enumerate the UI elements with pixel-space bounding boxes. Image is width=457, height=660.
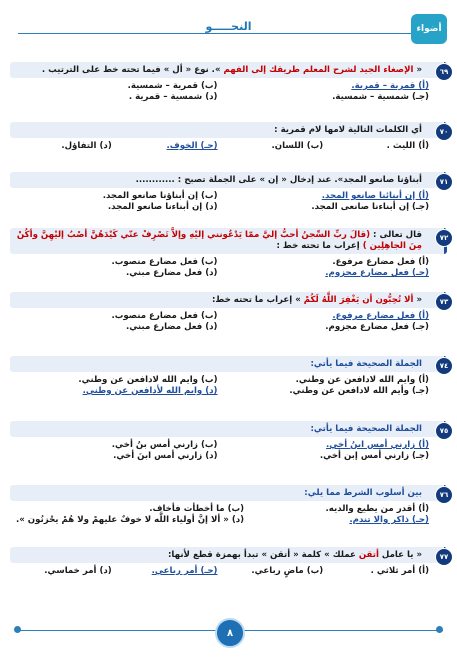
answer-option[interactable]: (أ) أقدر من يطيع والديه. bbox=[325, 504, 429, 514]
answer-options bbox=[10, 437, 447, 461]
answer-option[interactable]: (د) التفاؤل. bbox=[61, 141, 112, 151]
question-number-badge: ٦٩ bbox=[435, 63, 453, 81]
answer-option[interactable]: (ب) ماضٍ رباعي. bbox=[251, 566, 324, 576]
question-block bbox=[10, 122, 447, 151]
page-number: ٨ bbox=[215, 618, 245, 648]
question-text bbox=[42, 65, 422, 75]
question-header bbox=[10, 62, 447, 78]
question-block bbox=[10, 421, 447, 461]
question-header bbox=[10, 292, 447, 308]
answer-option-correct[interactable]: (جـ) فعل مضارع مجزوم. bbox=[325, 268, 429, 278]
question-text bbox=[310, 359, 422, 369]
question-number-badge: ٧١ bbox=[435, 173, 453, 191]
answer-option[interactable]: (د) فعل مضارع مبني. bbox=[125, 322, 218, 332]
answer-options bbox=[10, 254, 447, 278]
question-text-segment: « bbox=[413, 295, 422, 305]
answer-option[interactable]: (أ) أمر ثلاثي . bbox=[370, 566, 429, 576]
answer-options bbox=[10, 563, 447, 576]
answer-option[interactable]: (أ) وايم الله لادافعن عن وطني. bbox=[295, 375, 429, 385]
answer-option[interactable]: (أ) الليث . bbox=[386, 141, 429, 151]
question-text-segment: ». نوع « أل » فيما تحته خط على الترتيب . bbox=[41, 65, 224, 75]
question-block bbox=[10, 547, 447, 576]
answer-option[interactable]: (جـ) فعل مضارع مجزوم. bbox=[325, 322, 429, 332]
question-header bbox=[10, 172, 447, 188]
footer-dot-right bbox=[436, 626, 443, 633]
question-number-badge: ٧٧ bbox=[435, 548, 453, 566]
answer-option-correct[interactable]: (د) وايم الله لأدافعن عن وطني. bbox=[82, 386, 218, 396]
answer-option[interactable]: (ب) وايم الله لادافعن عن وطني. bbox=[78, 375, 218, 385]
question-text-segment: الجملة الصحيحة فيما يأتي: bbox=[310, 424, 422, 434]
page-title: النحـــــو bbox=[205, 20, 252, 33]
answer-option[interactable]: (جـ) وأيم الله لادافعن عن وطني. bbox=[289, 386, 429, 396]
header-divider bbox=[18, 33, 447, 34]
answer-option[interactable]: (د) فعل مضارع مبني. bbox=[125, 268, 218, 278]
question-text bbox=[212, 295, 422, 305]
question-block bbox=[10, 485, 447, 525]
answer-option-correct[interactable]: (جـ) ذاكر والا تندم. bbox=[349, 515, 429, 525]
question-block bbox=[10, 172, 447, 212]
question-number-badge: ٧٦ bbox=[435, 486, 453, 504]
question-header bbox=[10, 421, 447, 437]
question-block bbox=[10, 62, 447, 102]
brand-logo: أضواء bbox=[411, 14, 447, 44]
answer-option-correct[interactable]: (جـ) الخوف. bbox=[166, 141, 218, 151]
question-header bbox=[10, 122, 447, 138]
question-text-segment: ألا تُحِبُّون أن يَغْفِرَ اللَّهُ لَكُمْ bbox=[303, 295, 414, 305]
answer-option[interactable]: (ب) قمرية – شمسية. bbox=[127, 81, 218, 91]
answer-option[interactable]: (د) « ألا إنَّ أولياء اللَّه لا خوفٌ عليهمْ ولا هُمْ يحْزنُون ». bbox=[16, 515, 245, 525]
answer-option[interactable]: (د) إن أبناءنا صانعو المجد. bbox=[107, 202, 218, 212]
answer-option[interactable]: (جـ) إن أبناءنا صانعى المجد. bbox=[311, 202, 429, 212]
answer-option[interactable]: (جـ) زارني أمس إبن أخي. bbox=[319, 451, 429, 461]
question-text bbox=[168, 550, 422, 560]
question-text-segment: « bbox=[413, 65, 422, 75]
answer-option[interactable]: (د) أمر خماسي. bbox=[44, 566, 112, 576]
question-text-segment: بين أسلوب الشرط مما يلي: bbox=[304, 488, 422, 498]
answer-options bbox=[10, 188, 447, 212]
answer-option[interactable]: (ب) فعل مضارع منصوب. bbox=[111, 311, 218, 321]
answer-option-correct[interactable]: (جـ) أمر رباعي. bbox=[151, 566, 218, 576]
question-text-segment: قال تعالى : bbox=[370, 230, 422, 240]
question-text-segment: » إعراب ما تحته خط: bbox=[211, 295, 304, 305]
question-number-badge: ٧٠ bbox=[435, 123, 453, 141]
question-header bbox=[10, 228, 447, 254]
question-text-segment: « يا عامل bbox=[378, 550, 422, 560]
question-header bbox=[10, 547, 447, 563]
answer-options bbox=[10, 138, 447, 151]
answer-option[interactable]: (ب) ما أخطأت فأخاف. bbox=[149, 504, 245, 514]
question-text bbox=[310, 424, 422, 434]
answer-option-correct[interactable]: (أ) إن أبنائنا صانعو المجد. bbox=[321, 191, 429, 201]
question-text-segment: أتقن bbox=[358, 550, 379, 560]
answer-options bbox=[10, 78, 447, 102]
answer-options bbox=[10, 501, 447, 525]
question-block bbox=[10, 356, 447, 396]
question-header bbox=[10, 485, 447, 501]
answer-option[interactable]: (د) شمسية – قمرية . bbox=[128, 92, 218, 102]
question-text bbox=[274, 125, 422, 135]
question-text-segment: أي الكلمات التالية لامها لام قمرية : bbox=[274, 125, 422, 135]
question-text-segment: أبناؤنا صانعو المجد». عند إدخال « إن » على الجملة تصبح : ............ bbox=[135, 175, 422, 185]
question-number-badge: ٧٥ bbox=[435, 422, 453, 440]
answer-options bbox=[10, 372, 447, 396]
answer-option[interactable]: (أ) فعل مضارع مرفوع. bbox=[332, 257, 429, 267]
answer-option[interactable]: (جـ) شمسية – شمسية. bbox=[332, 92, 429, 102]
answer-options bbox=[10, 308, 447, 332]
question-text-segment: إعراب ما تحته خط : bbox=[276, 241, 363, 251]
answer-option[interactable]: (ب) زارني أمس بنُ أخي. bbox=[111, 440, 218, 450]
question-text-segment: الإصغاء الجيد لشرح المعلم طريقك إلى الفهم bbox=[223, 65, 414, 75]
question-number-badge: ٧٣ bbox=[435, 293, 453, 311]
answer-option-correct[interactable]: (أ) فعل مضارع مرفوع. bbox=[332, 311, 429, 321]
question-text bbox=[304, 488, 422, 498]
question-header bbox=[10, 356, 447, 372]
question-block bbox=[10, 292, 447, 332]
question-number-badge: ٧٤ bbox=[435, 357, 453, 375]
answer-option[interactable]: (ب) فعل مضارع منصوب. bbox=[111, 257, 218, 267]
answer-option-correct[interactable]: (أ) زارني أمس ابنُ أخي. bbox=[326, 440, 429, 450]
footer-dot-left bbox=[14, 626, 21, 633]
question-text-segment: (قالَ ربِّ السِّجنُ أحبُّ إليَّ ممّا يَدْعُونني إليْهِ وإلاَّ تَصْرِفْ عنّي كَيْدَهُنَّ أصْبُ إليْهِنَّ وأكُنْ مِنَ الجاهِلِين ) bbox=[16, 230, 422, 251]
answer-option[interactable]: (د) زارني أمس ابنَ أخي. bbox=[113, 451, 218, 461]
answer-option[interactable]: (ب) اللسان. bbox=[271, 141, 324, 151]
question-text-segment: عملك » كلمة « أتقن » تبدأ بهمزة قطع لأنها: bbox=[167, 550, 359, 560]
answer-option-correct[interactable]: (أ) قمرية – قمرية. bbox=[351, 81, 429, 91]
question-text bbox=[136, 175, 422, 185]
answer-option[interactable]: (ب) إن أبناؤنا صانعو المجد. bbox=[102, 191, 218, 201]
question-text bbox=[10, 230, 422, 252]
question-number-badge: ٧٢ bbox=[435, 229, 453, 247]
question-text-segment: الجملة الصحيحة فيما يأتي: bbox=[310, 359, 422, 369]
question-block bbox=[10, 228, 447, 278]
